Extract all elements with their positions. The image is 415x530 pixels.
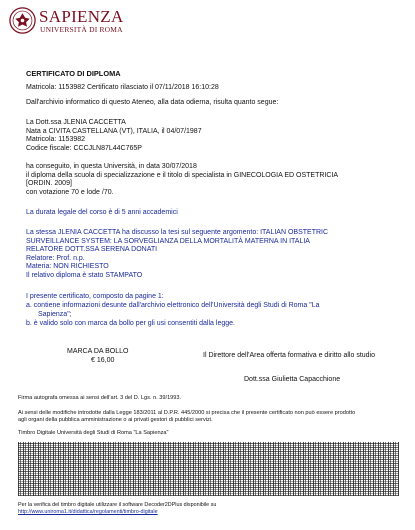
matricola-line: Matricola: 1153982 Certificato rilasciato il 07/11/2018 16:10:28 <box>26 84 219 91</box>
student-fiscal-code: Codice fiscale: CCCJLN87L44C765P <box>26 144 142 152</box>
director-name: Dott.ssa Giulietta Capacchione <box>244 376 341 383</box>
intro-text: Dall'archivio informatico di questo Ateneo, alla data odierna, risulta quanto segue: <box>26 99 279 106</box>
achievement-ordin: [ORDIN. 2009] <box>26 180 72 187</box>
marca-da-bollo-value: € 16,00 <box>91 356 115 364</box>
law-note-line-2: agli organi della pubblica amministrazione o ai privati gestori di pubblici servizi. <box>18 417 213 423</box>
verify-text: Per la verifica del timbro digitale utilizzare il software Decoder2DPlus disponibile su <box>18 502 217 508</box>
thesis-line-3: RELATORE DOTT.SSA SERENA DONATI <box>26 246 158 253</box>
diploma-status: Il relativo diploma è stato STAMPATO <box>26 271 143 279</box>
list-item-a-cont: Sapienza"; <box>38 310 72 318</box>
university-name: SAPIENZA <box>39 7 124 26</box>
thesis-relatore: Relatore: Prof. n.p. <box>26 254 85 262</box>
list-item-b: b. è valido solo con marca da bollo per gli usi consentiti dalla legge. <box>26 319 235 327</box>
list-item-a: a. contiene informazioni desunte dall'archivio elettronico dell'Università degli Studi di Roma "La <box>26 302 320 309</box>
thesis-line-1: La stessa JLENIA CACCETTA ha discusso la tesi sul seguente argomento: ITALIAN OBSTETRIC <box>26 229 329 236</box>
achievement-date: ha conseguito, in questa Università, in data 30/07/2018 <box>26 163 197 170</box>
university-subtitle: UNIVERSITÀ DI ROMA <box>40 25 123 34</box>
student-name: La Dott.ssa JLENIA CACCETTA <box>26 119 126 126</box>
thesis-line-2: SURVEILLANCE SYSTEM: LA SORVEGLIANZA DELLA MORTALITÀ MATERNA IN ITALIA <box>26 237 310 245</box>
signature-note: Firma autografa omessa ai sensi dell'art. 3 del D. Lgs. n. 39/1993. <box>18 395 182 401</box>
director-title: Il Direttore dell'Area offerta formativa e diritto allo studio <box>203 352 376 359</box>
certificate-title: CERTIFICATO DI DIPLOMA <box>26 69 121 78</box>
marca-da-bollo-label: MARCA DA BOLLO <box>67 348 129 355</box>
student-matricola: Matricola: 1153982 <box>26 136 86 143</box>
achievement-title: il diploma della scuola di specializzazione e il titolo di specialista in GINECOLOGIA ED OSTETRICIA <box>26 171 339 179</box>
thesis-materia: Materia: NON RICHIESTO <box>26 263 109 270</box>
verify-link[interactable]: http://www.uniroma1.it/didattica/regolamenti/timbro-digitale <box>18 509 158 515</box>
student-birth: Nata a CIVITA CASTELLANA (VT), ITALIA, il 04/07/1987 <box>26 127 202 135</box>
digital-stamp-label: Timbro Digitale Università degli Studi di Roma "La Sapienza" <box>18 430 169 436</box>
digital-stamp-barcode <box>18 442 399 496</box>
course-duration: La durata legale del corso è di 5 anni accademici <box>26 209 178 216</box>
achievement-grade: con votazione 70 e lode /70. <box>26 188 114 196</box>
university-seal-icon <box>9 7 36 34</box>
pages-line: I presente certificato, composto da pagine 1: <box>26 293 164 300</box>
law-note-line-1: Ai sensi delle modifiche introdotte dalla Legge 183/2011 al D.P.R. 445/2000 si precisa che il presente certificato non può essere prodotto <box>18 410 356 416</box>
